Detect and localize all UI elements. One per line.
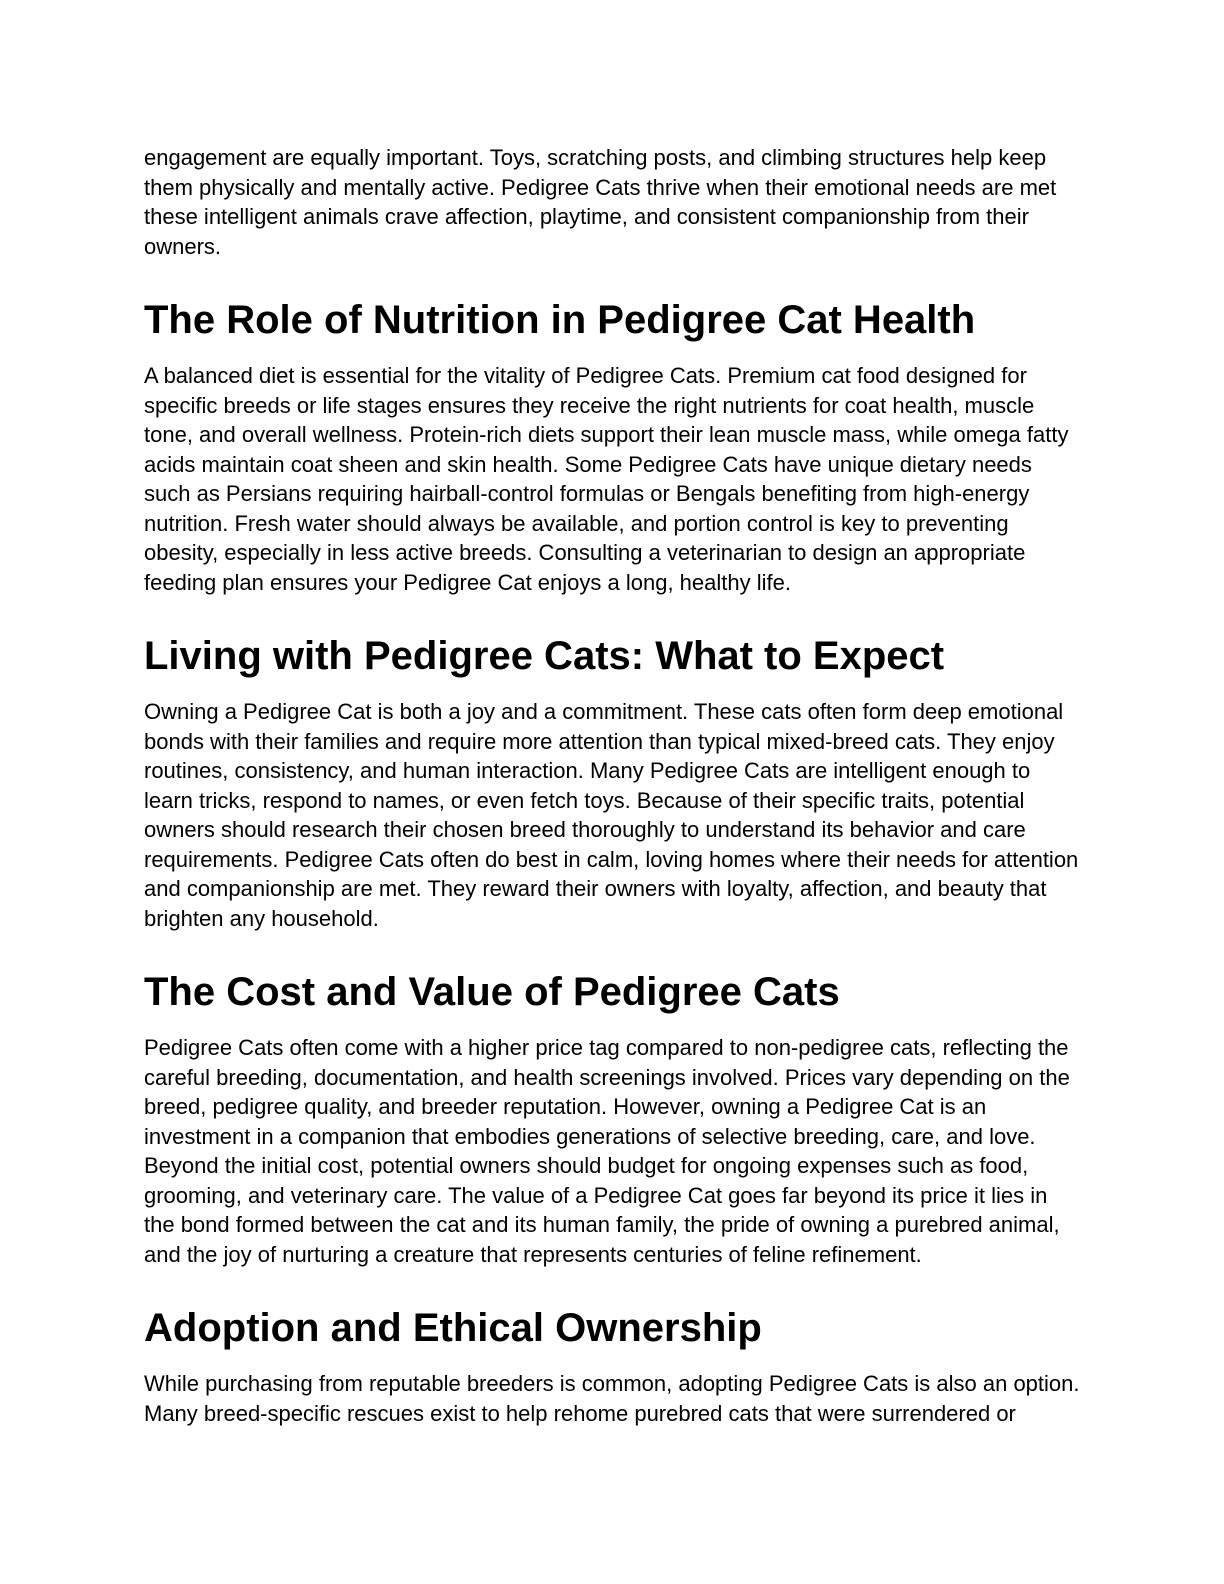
section-adoption [144, 1305, 1080, 1428]
section-paragraph-nutrition: A balanced diet is essential for the vitality of Pedigree Cats. Premium cat food designed for specific breeds or life stages ensures they receive the right nutrients for coat health, muscle tone, and overall wellness. Protein-rich diets support their lean muscle mass, while omega fatty acids maintain coat sheen and skin health. Some Pedigree Cats have unique dietary needs such as Persians requiring hairball-control formulas or Bengals benefiting from high-energy nutrition. Fresh water should always be available, and portion control is key to preventing obesity, especially in less active breeds. Consulting a veterinarian to design an appropriate feeding plan ensures your Pedigree Cat enjoys a long, healthy life. [144, 363, 1069, 595]
section-paragraph-living-with: Owning a Pedigree Cat is both a joy and a commitment. These cats often form deep emotional bonds with their families and require more attention than typical mixed-breed cats. They enjoy routines, consistency, and human interaction. Many Pedigree Cats are intelligent enough to learn tricks, respond to names, or even fetch toys. Because of their specific traits, potential owners should research their chosen breed thoroughly to understand its behavior and care requirements. Pedigree Cats often do best in calm, loving homes where their needs for attention and companionship are met. They reward their owners with loyalty, affection, and beauty that brighten any household. [144, 699, 1079, 931]
section-heading-living-with: Living with Pedigree Cats: What to Expect [144, 634, 945, 678]
section-nutrition [144, 297, 1080, 597]
section-paragraph-adoption: While purchasing from reputable breeders is common, adopting Pedigree Cats is also an option. Many breed-specific rescues exist to help rehome purebred cats that were surrendered or [144, 1371, 1080, 1426]
section-heading-nutrition: The Role of Nutrition in Pedigree Cat Health [144, 298, 976, 342]
intro-paragraph: engagement are equally important. Toys, scratching posts, and climbing structures help keep them physically and mentally active. Pedigree Cats thrive when their emotional needs are met these intelligent animals crave affection, playtime, and consistent companionship from their owners. [144, 145, 1057, 259]
section-living-with [144, 633, 1080, 933]
section-heading-adoption: Adoption and Ethical Ownership [144, 1306, 762, 1350]
section-paragraph-cost-value: Pedigree Cats often come with a higher price tag compared to non-pedigree cats, reflecting the careful breeding, documentation, and health screenings involved. Prices vary depending on the breed, pedigree quality, and breeder reputation. However, owning a Pedigree Cat is an investment in a companion that embodies generations of selective breeding, care, and love. Beyond the initial cost, potential owners should budget for ongoing expenses such as food, grooming, and veterinary care. The value of a Pedigree Cat goes far beyond its price it lies in the bond formed between the cat and its human family, the pride of owning a purebred animal, and the joy of nurturing a creature that represents centuries of feline refinement. [144, 1035, 1070, 1267]
section-cost-value [144, 969, 1080, 1269]
section-heading-cost-value: The Cost and Value of Pedigree Cats [144, 970, 840, 1014]
